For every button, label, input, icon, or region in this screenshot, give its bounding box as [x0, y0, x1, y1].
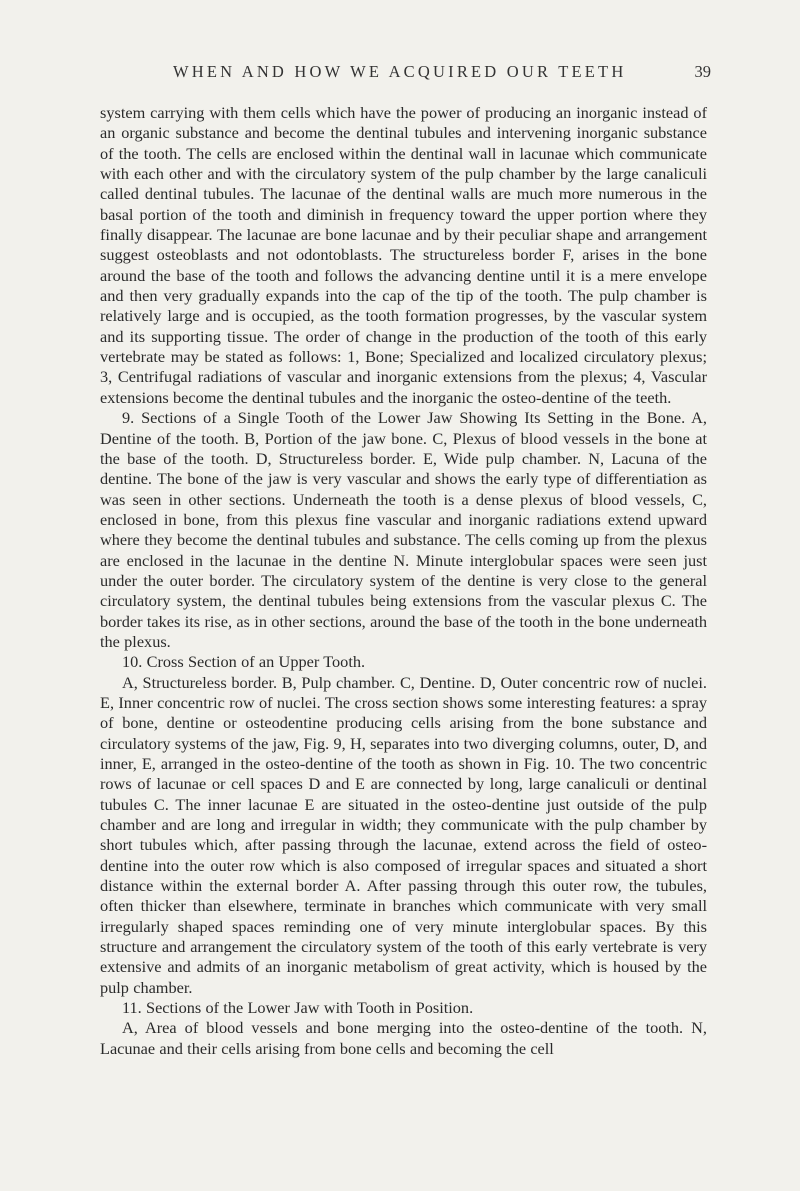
figure-10-heading: 10. Cross Section of an Upper Tooth. [122, 652, 366, 672]
paragraph-figure-9: 9. Sections of a Single Tooth of the Lower Jaw Showing Its Setting in the Bone. A, Dentine of the tooth. B, Portion of the jaw bone. C, Plexus of blood vessels in the bone at the base of the tooth. D, Structureless border. E, Wide pulp chamber. N, Lacuna of the dentine. The bone of the jaw is very vascular and shows the early type of differentiation as was seen in other sections. Underneath the tooth is a dense plexus of blood vessels, C, enclosed in bone, from this plexus fine vascular and inorganic radiations extend upward where they become the dentinal tubules and substance. The cells coming up from the plexus are enclosed in the lacunae in the dentine N. Minute interglobular spaces were seen just under the outer border. The circulatory system of the dentine is very close to the general circulatory system, the dentinal tubules being extensions from the vascular plexus C. The border takes its rise, as in other sections, around the base of the tooth in the bone underneath the plexus. [100, 408, 707, 651]
paragraph-continuation: system carrying with them cells which have the power of producing an inorganic instead of an organic substance and become the dentinal tubules and intervening inorganic substance of the tooth. The cells are enclosed within the dentinal wall in lacunae which communicate with each other and with the circulatory system of the pulp chamber by the large canaliculi called dentinal tubules. The lacunae of the dentinal walls are much more numerous in the basal portion of the tooth and diminish in frequency toward the upper portion where they finally disappear. The lacunae are bone lacunae and by their peculiar shape and arrangement suggest osteoblasts and not odontoblasts. The structureless border F, arises in the bone around the base of the tooth and follows the advancing dentine until it is a mere envelope and then very gradually expands into the cap of the tip of the tooth. The pulp chamber is relatively large and is occupied, as the tooth formation progresses, by the vascular system and its supporting tissue. The order of change in the production of the tooth of this early vertebrate may be stated as follows: 1, Bone; Specialized and localized circulatory plexus; 3, Centrifugal radiations of vascular and inorganic extensions from the plexus; 4, Vascular extensions become the dentinal tubules and the inorganic the osteo-dentine of the teeth. [100, 103, 707, 407]
page-header [100, 62, 711, 88]
figure-11-heading: 11. Sections of the Lower Jaw with Tooth in Position. [122, 998, 474, 1018]
page-number: 39 [694, 62, 711, 81]
paragraph-figure-11: A, Area of blood vessels and bone merging into the osteo-dentine of the tooth. N, Lacunae and their cells arising from bone cells and becoming the cell [100, 1018, 707, 1058]
running-head: WHEN AND HOW WE ACQUIRED OUR TEETH [173, 62, 627, 81]
body-text [100, 103, 707, 1059]
paragraph-figure-10: A, Structureless border. B, Pulp chamber. C, Dentine. D, Outer concentric row of nuclei. E, Inner concentric row of nuclei. The cross section shows some interesting features: a spray of bone, dentine or osteodentine producing cells arising from the bone substance and circulatory systems of the jaw, Fig. 9, H, separates into two diverging columns, outer, D, and inner, E, arranged in the osteo-dentine of the tooth as shown in Fig. 10. The two concentric rows of lacunae or cell spaces D and E are connected by long, large canaliculi or dentinal tubules C. The inner lacunae E are situated in the osteo-dentine just outside of the pulp chamber and are long and irregular in width; they communicate with the pulp chamber by short tubules which, after passing through the lacunae, extend across the field of osteo-dentine into the outer row which is also composed of irregular spaces and situated a short distance within the external border A. After passing through this outer row, the tubules, often thicker than elsewhere, terminate in branches which communicate with very small irregularly shaped spaces reminding one of very minute interglobular spaces. By this structure and arrangement the circulatory system of the tooth of this early vertebrate is very extensive and admits of an inorganic metabolism of great activity, which is housed by the pulp chamber. [100, 672, 707, 997]
